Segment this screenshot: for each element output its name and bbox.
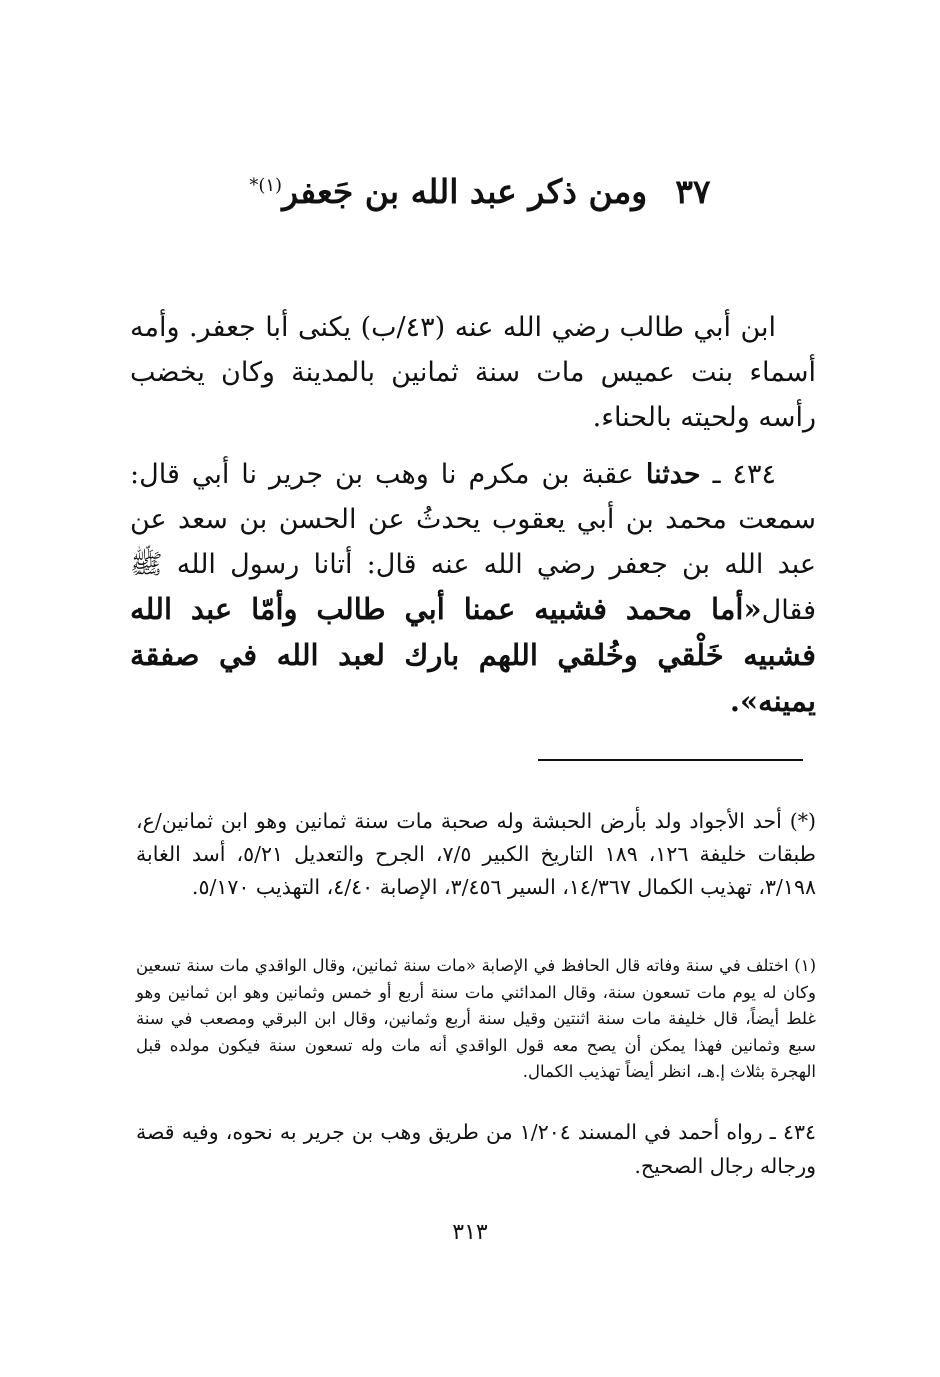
chapter-footnote-marker: (١)* xyxy=(249,175,283,196)
footnote-434: ٤٣٤ ـ رواه أحمد في المسند ١/٢٠٤ من طريق وهب بن جرير به نحوه، وفيه قصة ورجاله رجال الصحيح. xyxy=(136,1120,816,1178)
hadith-chain: عقبة بن مكرم نا وهب بن جرير نا أبي قال: سمعت محمد بن أبي يعقوب يحدثُ عن الحسن بن سعد عن عبد الله بن جعفر رضي الله عنه قال: أتانا رسول الله ﷺ فقال xyxy=(130,459,816,626)
hadith-paragraph xyxy=(130,452,816,725)
intro-paragraph: ابن أبي طالب رضي الله عنه (٤٣/ب) يكنى أبا جعفر. وأمه أسماء بنت عميس مات سنة ثمانين بالمدينة وكان يخضب رأسه ولحيته بالحناء. xyxy=(130,312,816,433)
hadith-text: «أما محمد فشبيه عمنا أبي طالب وأمّا عبد الله فشبيه خَلْقي وخُلقي اللهم بارك لعبد الله في صفقة يمينه». xyxy=(130,592,816,718)
footnote-star: (*) أحد الأجواد ولد بأرض الحبشة وله صحبة مات سنة ثمانين وهو ابن ثمانين/ع، طبقات خليفة ١٢٦، ١٨٩ التاريخ الكبير ٧/٥، الجرح والتعديل ٥/٢١، أسد الغابة ٣/١٩٨، تهذيب الكمال ١٤/٣٦٧، السير ٣/٤٥٦، الإصابة ٤/٤٠، التهذيب ٥/١٧٠. xyxy=(136,809,816,899)
chapter-number: ٣٧ xyxy=(675,172,711,211)
hadith-intro: حدثنا xyxy=(645,459,701,490)
chapter-title: ومن ذكر عبد الله بن جَعفر xyxy=(282,172,648,211)
hadith-number: ٤٣٤ ـ xyxy=(712,459,776,490)
footnote-1: (١) اختلف في سنة وفاته قال الحافظ في الإصابة «مات سنة ثمانين، وقال الواقدي مات سنة تسعين وكان له يوم مات تسعون سنة، وقال المدائني مات سنة أربع أو خمس وثمانين وهو ابن ثمانين وهو غلط أيضاً، قال خليفة مات سنة اثنتين وقيل سنة أربع وثمانين، وقال ابن البرقي ومصعب في سنة سبع وثمانين فهذا يمكن أن يصح معه قول الواقدي أنه مات وله تسعون سنة فيكون مولده قبل الهجرة بثلاث إ.هـ، انظر أيضاً تهذيب الكمال. xyxy=(136,956,816,1081)
chapter-heading xyxy=(180,158,780,220)
page-number: ٣١٣ xyxy=(452,1220,488,1245)
footnote-divider xyxy=(538,759,803,761)
